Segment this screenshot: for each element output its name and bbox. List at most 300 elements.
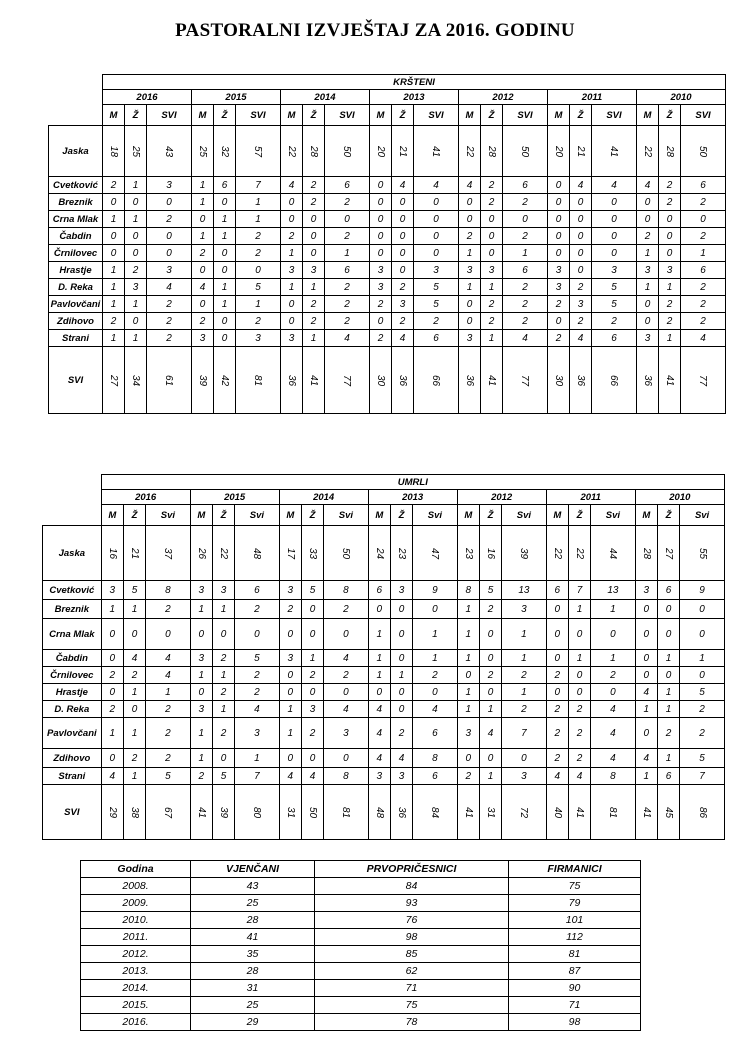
krsteni-row-label: Črnilovec	[49, 245, 103, 262]
umrli-cell	[568, 785, 590, 840]
krsteni-years-row	[49, 90, 726, 105]
krsteni-cell: 6	[681, 177, 726, 194]
krsteni-cell: 1	[192, 228, 214, 245]
krsteni-cell: 1	[281, 245, 303, 262]
krsteni-col-m: M	[459, 105, 481, 126]
umrli-cell: 1	[368, 667, 390, 684]
krsteni-value: 77	[697, 374, 709, 386]
krsteni-year-2011: 2011	[548, 90, 637, 105]
umrli-cell: 3	[301, 701, 323, 718]
umrli-cell: 6	[657, 581, 679, 600]
krsteni-cell: 2	[503, 228, 548, 245]
krsteni-cell: 4	[637, 177, 659, 194]
krsteni-cell: 0	[370, 228, 392, 245]
krsteni-cell: 2	[281, 228, 303, 245]
krsteni-year-2010: 2010	[637, 90, 726, 105]
umrli-cell: 1	[680, 650, 725, 667]
umrli-value: 84	[429, 806, 441, 818]
krsteni-col-ž: Ž	[125, 105, 147, 126]
umrli-cell: 1	[457, 650, 479, 667]
umrli-cell	[591, 526, 636, 581]
krsteni-cell: 0	[370, 313, 392, 330]
umrli-cell: 1	[635, 768, 657, 785]
umrli-cell: 0	[212, 749, 234, 768]
krsteni-value: 61	[163, 374, 175, 386]
umrli-value: 22	[574, 547, 586, 559]
umrli-cell: 8	[324, 581, 369, 600]
umrli-year-2016: 2016	[101, 490, 190, 505]
umrli-cell: 13	[502, 581, 547, 600]
umrli-row	[43, 749, 725, 768]
umrli-cell: 2	[190, 768, 212, 785]
krsteni-cell: 0	[548, 194, 570, 211]
umrli-cell	[457, 526, 479, 581]
umrli-cell: 4	[368, 701, 390, 718]
krsteni-cell	[370, 347, 392, 414]
krsteni-cell: 1	[103, 262, 125, 279]
krsteni-cell: 6	[503, 262, 548, 279]
umrli-cell: 3	[502, 600, 547, 619]
krsteni-cell: 2	[192, 245, 214, 262]
umrli-row	[43, 768, 725, 785]
summary-cell: 84	[315, 878, 509, 895]
umrli-cell: 0	[568, 684, 590, 701]
krsteni-value: 36	[464, 374, 475, 386]
umrli-row-label: Čabdin	[43, 650, 102, 667]
umrli-heading-row	[43, 475, 725, 490]
umrli-cell: 0	[568, 619, 590, 650]
umrli-col-svi: Svi	[502, 505, 547, 526]
krsteni-row-label: SVI	[49, 347, 103, 414]
umrli-cell: 0	[413, 684, 458, 701]
krsteni-cell: 0	[192, 296, 214, 313]
krsteni-cell: 0	[592, 211, 637, 228]
krsteni-heading-row	[49, 75, 726, 90]
krsteni-cell: 0	[214, 262, 236, 279]
umrli-cell: 1	[568, 650, 590, 667]
krsteni-cell: 0	[414, 211, 459, 228]
krsteni-cell: 0	[481, 245, 503, 262]
krsteni-col-m: M	[192, 105, 214, 126]
umrli-value: 72	[518, 806, 530, 818]
krsteni-cell	[681, 347, 726, 414]
umrli-cell: 3	[368, 768, 390, 785]
umrli-cell: 2	[279, 600, 301, 619]
summary-cell: 2009.	[81, 895, 191, 912]
umrli-row-label: D. Reka	[43, 701, 102, 718]
umrli-cell	[324, 785, 369, 840]
krsteni-row	[49, 245, 726, 262]
krsteni-row	[49, 228, 726, 245]
krsteni-value: 27	[108, 374, 119, 386]
krsteni-value: 66	[430, 374, 442, 386]
krsteni-cell: 2	[236, 313, 281, 330]
umrli-row-label: SVI	[43, 785, 102, 840]
krsteni-cell: 3	[570, 296, 592, 313]
krsteni-cell	[103, 347, 125, 414]
krsteni-cell	[125, 126, 147, 177]
krsteni-cell: 0	[414, 194, 459, 211]
umrli-cell	[657, 785, 679, 840]
umrli-cell: 1	[479, 768, 501, 785]
krsteni-row	[49, 347, 726, 414]
umrli-cell: 0	[324, 684, 369, 701]
umrli-cell: 1	[657, 684, 679, 701]
umrli-cell: 3	[390, 768, 412, 785]
krsteni-cell: 3	[548, 279, 570, 296]
umrli-cell: 4	[591, 701, 636, 718]
krsteni-value: 66	[608, 374, 620, 386]
krsteni-cell: 6	[414, 330, 459, 347]
krsteni-col-m: M	[103, 105, 125, 126]
umrli-cell: 0	[279, 667, 301, 684]
krsteni-row-label: Crna Mlak	[49, 211, 103, 228]
krsteni-cell: 2	[481, 177, 503, 194]
krsteni-cell: 2	[147, 330, 192, 347]
krsteni-cell: 0	[281, 194, 303, 211]
krsteni-value: 20	[553, 145, 564, 157]
krsteni-col-svi: SVI	[147, 105, 192, 126]
umrli-cell: 5	[146, 768, 191, 785]
umrli-cell: 5	[212, 768, 234, 785]
krsteni-cell: 2	[481, 313, 503, 330]
krsteni-cell	[392, 347, 414, 414]
krsteni-col-svi: SVI	[592, 105, 637, 126]
umrli-cell: 1	[101, 718, 123, 749]
krsteni-row-label: D. Reka	[49, 279, 103, 296]
krsteni-value: 34	[130, 374, 141, 386]
krsteni-cell: 2	[370, 330, 392, 347]
umrli-row	[43, 684, 725, 701]
krsteni-cell: 3	[592, 262, 637, 279]
umrli-cell	[279, 785, 301, 840]
krsteni-cell: 4	[570, 177, 592, 194]
umrli-year-2014: 2014	[279, 490, 368, 505]
krsteni-cell	[125, 347, 147, 414]
umrli-cell: 1	[146, 684, 191, 701]
umrli-cell: 0	[301, 749, 323, 768]
umrli-cell: 1	[390, 667, 412, 684]
krsteni-cell	[325, 347, 370, 414]
krsteni-cell: 0	[392, 211, 414, 228]
krsteni-cell: 3	[281, 330, 303, 347]
summary-cell: 93	[315, 895, 509, 912]
krsteni-cell	[147, 126, 192, 177]
krsteni-cell: 4	[147, 279, 192, 296]
krsteni-cell: 0	[281, 313, 303, 330]
umrli-cell: 0	[146, 619, 191, 650]
summary-row	[81, 929, 641, 946]
krsteni-cell: 1	[637, 279, 659, 296]
umrli-cell: 6	[413, 768, 458, 785]
umrli-cell: 0	[680, 600, 725, 619]
umrli-cell: 7	[568, 581, 590, 600]
umrli-cell: 1	[413, 619, 458, 650]
krsteni-value: 81	[252, 374, 264, 386]
krsteni-cell: 6	[325, 177, 370, 194]
umrli-value: 80	[251, 806, 263, 818]
umrli-cell: 0	[635, 718, 657, 749]
krsteni-cell: 0	[548, 313, 570, 330]
umrli-row	[43, 785, 725, 840]
krsteni-value: 50	[697, 145, 709, 157]
krsteni-cell: 3	[147, 177, 192, 194]
krsteni-cell: 4	[570, 330, 592, 347]
krsteni-value: 30	[375, 374, 386, 386]
umrli-cell	[368, 785, 390, 840]
krsteni-cell: 0	[192, 262, 214, 279]
krsteni-value: 42	[219, 374, 230, 386]
umrli-cell: 1	[368, 650, 390, 667]
krsteni-cell: 6	[214, 177, 236, 194]
krsteni-cell: 1	[214, 228, 236, 245]
summary-cell: 2013.	[81, 963, 191, 980]
umrli-cell: 1	[457, 684, 479, 701]
krsteni-cell: 1	[481, 330, 503, 347]
umrli-col-m: M	[635, 505, 657, 526]
umrli-cell	[680, 526, 725, 581]
krsteni-cell: 0	[481, 228, 503, 245]
krsteni-cell	[592, 126, 637, 177]
krsteni-cell: 5	[592, 279, 637, 296]
umrli-value: 45	[663, 806, 675, 818]
umrli-cell: 0	[457, 749, 479, 768]
umrli-cell: 0	[301, 600, 323, 619]
umrli-cell: 5	[235, 650, 280, 667]
krsteni-year-2015: 2015	[192, 90, 281, 105]
krsteni-year-2013: 2013	[370, 90, 459, 105]
umrli-value: 29	[106, 806, 118, 818]
krsteni-cell	[481, 126, 503, 177]
umrli-value: 37	[162, 547, 174, 559]
krsteni-row	[49, 194, 726, 211]
krsteni-cell: 0	[503, 211, 548, 228]
krsteni-cell	[147, 347, 192, 414]
krsteni-cell: 3	[392, 296, 414, 313]
umrli-cell: 0	[635, 650, 657, 667]
umrli-cell: 0	[123, 619, 145, 650]
umrli-value: 33	[307, 547, 319, 559]
umrli-cell: 4	[591, 749, 636, 768]
umrli-cell: 1	[101, 600, 123, 619]
krsteni-cell: 2	[681, 279, 726, 296]
umrli-row-label: Črnilovec	[43, 667, 102, 684]
krsteni-cell	[503, 347, 548, 414]
krsteni-cell: 0	[637, 296, 659, 313]
umrli-cell: 1	[123, 718, 145, 749]
krsteni-cell: 2	[659, 296, 681, 313]
krsteni-cell	[414, 347, 459, 414]
krsteni-cell: 0	[103, 228, 125, 245]
krsteni-cell: 5	[236, 279, 281, 296]
summary-header-2: PRVOPRIČESNICI	[315, 861, 509, 878]
umrli-cell: 3	[190, 581, 212, 600]
krsteni-cell: 0	[392, 262, 414, 279]
umrli-cell: 0	[101, 619, 123, 650]
umrli-cell: 1	[190, 667, 212, 684]
krsteni-table	[48, 74, 726, 414]
krsteni-value: 41	[486, 374, 497, 386]
umrli-value: 81	[340, 806, 352, 818]
umrli-cell: 0	[657, 619, 679, 650]
krsteni-value: 50	[341, 145, 353, 157]
krsteni-cell: 2	[481, 296, 503, 313]
umrli-value: 39	[218, 806, 230, 818]
umrli-year-2013: 2013	[368, 490, 457, 505]
krsteni-cell: 1	[192, 177, 214, 194]
umrli-cell: 4	[546, 768, 568, 785]
umrli-cell: 0	[101, 749, 123, 768]
krsteni-cell	[570, 126, 592, 177]
umrli-cell: 5	[123, 581, 145, 600]
umrli-value: 21	[129, 547, 141, 559]
umrli-cell: 4	[479, 718, 501, 749]
summary-cell: 2016.	[81, 1014, 191, 1031]
umrli-cell: 1	[212, 600, 234, 619]
summary-cell: 78	[315, 1014, 509, 1031]
krsteni-row-label: Breznik	[49, 194, 103, 211]
umrli-value: 23	[462, 547, 474, 559]
krsteni-cell: 2	[303, 313, 325, 330]
krsteni-row-label: Hrastje	[49, 262, 103, 279]
umrli-cell	[502, 526, 547, 581]
umrli-cell: 3	[101, 581, 123, 600]
umrli-cell: 1	[279, 718, 301, 749]
krsteni-heading: KRŠTENI	[103, 75, 726, 90]
krsteni-year-2012: 2012	[459, 90, 548, 105]
krsteni-cell: 4	[459, 177, 481, 194]
umrli-cell	[235, 785, 280, 840]
umrli-cell: 3	[279, 650, 301, 667]
umrli-cell: 2	[146, 718, 191, 749]
summary-cell: 62	[315, 963, 509, 980]
krsteni-cell	[325, 126, 370, 177]
umrli-cell: 0	[101, 650, 123, 667]
umrli-value: 22	[551, 547, 563, 559]
umrli-cell: 2	[568, 749, 590, 768]
umrli-cell: 0	[479, 749, 501, 768]
umrli-cell	[235, 526, 280, 581]
krsteni-cell: 0	[570, 211, 592, 228]
krsteni-cell: 0	[637, 194, 659, 211]
krsteni-col-svi: SVI	[681, 105, 726, 126]
krsteni-value: 21	[575, 145, 586, 157]
umrli-col-svi: Svi	[324, 505, 369, 526]
umrli-years-row	[43, 490, 725, 505]
summary-table	[80, 860, 641, 1031]
umrli-row	[43, 667, 725, 684]
umrli-row	[43, 701, 725, 718]
umrli-cell: 2	[301, 667, 323, 684]
umrli-cell: 3	[502, 768, 547, 785]
krsteni-cell: 1	[281, 279, 303, 296]
krsteni-cell: 4	[592, 177, 637, 194]
umrli-row-label: Pavlovčani	[43, 718, 102, 749]
umrli-cell: 1	[123, 768, 145, 785]
krsteni-cell: 1	[214, 296, 236, 313]
krsteni-cell: 0	[592, 228, 637, 245]
krsteni-cell: 2	[103, 177, 125, 194]
krsteni-col-m: M	[281, 105, 303, 126]
krsteni-cell: 0	[592, 194, 637, 211]
krsteni-cell: 2	[325, 228, 370, 245]
umrli-cell: 3	[635, 581, 657, 600]
summary-row	[81, 1014, 641, 1031]
krsteni-cell: 3	[548, 262, 570, 279]
umrli-cell: 9	[680, 581, 725, 600]
umrli-value: 22	[218, 547, 230, 559]
krsteni-cell: 2	[503, 194, 548, 211]
umrli-col-ž: Ž	[390, 505, 412, 526]
umrli-cell: 1	[657, 701, 679, 718]
umrli-cell: 6	[413, 718, 458, 749]
krsteni-cell: 0	[370, 211, 392, 228]
krsteni-cell: 2	[503, 296, 548, 313]
umrli-cell: 0	[479, 684, 501, 701]
umrli-cell: 2	[146, 600, 191, 619]
umrli-cell	[413, 526, 458, 581]
krsteni-cell: 2	[303, 194, 325, 211]
umrli-col-m: M	[546, 505, 568, 526]
krsteni-cell	[592, 347, 637, 414]
umrli-cell: 2	[546, 718, 568, 749]
umrli-cell: 0	[279, 619, 301, 650]
krsteni-cell: 3	[192, 330, 214, 347]
krsteni-row	[49, 313, 726, 330]
umrli-value: 38	[129, 806, 141, 818]
krsteni-cell: 0	[548, 245, 570, 262]
krsteni-cell: 1	[659, 279, 681, 296]
krsteni-cell: 2	[503, 279, 548, 296]
krsteni-row	[49, 126, 726, 177]
umrli-row	[43, 718, 725, 749]
krsteni-cell: 0	[147, 194, 192, 211]
umrli-cell: 5	[680, 749, 725, 768]
krsteni-cell: 2	[303, 296, 325, 313]
summary-row	[81, 963, 641, 980]
umrli-row-label: Breznik	[43, 600, 102, 619]
krsteni-value: 20	[375, 145, 386, 157]
umrli-cell: 7	[235, 768, 280, 785]
krsteni-cell: 0	[103, 194, 125, 211]
umrli-cell: 4	[413, 701, 458, 718]
umrli-cell: 3	[190, 701, 212, 718]
krsteni-cell: 2	[236, 228, 281, 245]
krsteni-cell: 6	[325, 262, 370, 279]
krsteni-cell: 3	[459, 262, 481, 279]
umrli-cell: 5	[680, 684, 725, 701]
krsteni-cell: 0	[570, 262, 592, 279]
umrli-cell: 1	[235, 749, 280, 768]
umrli-cell: 1	[212, 701, 234, 718]
umrli-cell: 1	[502, 650, 547, 667]
umrli-cell: 0	[279, 684, 301, 701]
krsteni-row	[49, 279, 726, 296]
umrli-cell: 4	[368, 718, 390, 749]
umrli-cell: 0	[657, 667, 679, 684]
krsteni-cell	[637, 126, 659, 177]
krsteni-cell	[637, 347, 659, 414]
umrli-cell	[279, 526, 301, 581]
krsteni-cell: 0	[459, 194, 481, 211]
umrli-cell: 0	[235, 619, 280, 650]
umrli-cell: 1	[657, 749, 679, 768]
krsteni-cell: 0	[459, 211, 481, 228]
umrli-value: 67	[162, 806, 174, 818]
umrli-cell: 1	[279, 701, 301, 718]
umrli-cell: 2	[546, 749, 568, 768]
krsteni-cell: 0	[214, 330, 236, 347]
